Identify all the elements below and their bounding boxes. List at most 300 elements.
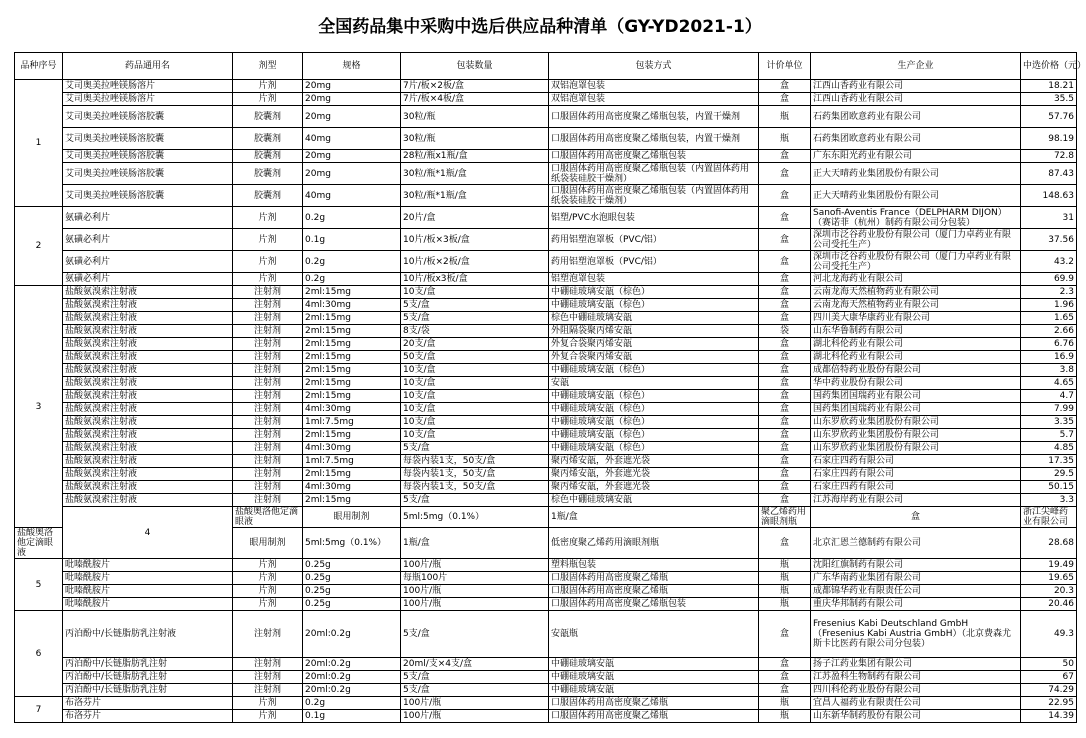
cell-qty: 7片/板×2板/盒 (401, 80, 549, 93)
cell-name: 盐酸奥洛他定滴眼液 (15, 528, 63, 559)
cell-unit: 盒 (811, 507, 1021, 528)
cell-price: 4.7 (1021, 390, 1077, 403)
cell-qty: 10片/板×3板/盒 (401, 229, 549, 251)
table-row (15, 585, 1077, 598)
cell-mfr: 江西山香药业有限公司 (811, 93, 1021, 106)
cell-pack: 中硼硅玻璃安瓿（棕色） (549, 429, 759, 442)
cell-spec: 2ml:15mg (303, 286, 401, 299)
cell-unit: 盒 (759, 442, 811, 455)
cell-qty: 7片/板×4板/盒 (401, 93, 549, 106)
cell-spec: 2ml:15mg (303, 429, 401, 442)
cell-spec: 40mg (303, 128, 401, 150)
cell-spec: 0.25g (303, 598, 401, 611)
cell-name: 艾司奥美拉唑镁肠溶胶囊 (63, 163, 233, 185)
cell-spec: 5ml:5mg（0.1%） (401, 507, 549, 528)
table-row (15, 468, 1077, 481)
cell-pack: 口服固体药用高密度聚乙烯瓶包装，内置干燥剂 (549, 128, 759, 150)
cell-price: 22.95 (1021, 697, 1077, 710)
cell-name: 吡嗪酰胺片 (63, 598, 233, 611)
cell-qty: 100片/瓶 (401, 559, 549, 572)
table-row (15, 658, 1077, 671)
cell-form: 注射剂 (233, 364, 303, 377)
cell-mfr: 深圳市泛谷药业股份有限公司（厦门力卓药业有限公司受托生产） (811, 251, 1021, 273)
table-row (15, 299, 1077, 312)
cell-name: 盐酸氨溴索注射液 (63, 494, 233, 507)
header-form: 剂型 (233, 53, 303, 80)
cell-unit: 盒 (759, 468, 811, 481)
cell-spec: 0.2g (303, 251, 401, 273)
cell-mfr: 深圳市泛谷药业股份有限公司（厦门力卓药业有限公司受托生产） (811, 229, 1021, 251)
cell-spec: 20ml:0.2g (303, 611, 401, 658)
cell-pack: 塑料瓶包装 (549, 559, 759, 572)
cell-mfr: 湖北科伦药业有限公司 (811, 351, 1021, 364)
header-unit: 计价单位 (759, 53, 811, 80)
table-row (15, 671, 1077, 684)
cell-name: 丙泊酚中/长链脂肪乳注射 (63, 684, 233, 697)
cell-pack: 中硼硅玻璃安瓿（棕色） (549, 416, 759, 429)
cell-mfr: 山东罗欣药业集团股份有限公司 (811, 442, 1021, 455)
table-row (15, 403, 1077, 416)
cell-name: 盐酸氨溴索注射液 (63, 429, 233, 442)
table-row (15, 481, 1077, 494)
cell-form: 注射剂 (233, 684, 303, 697)
cell-name: 盐酸氨溴索注射液 (63, 312, 233, 325)
cell-unit: 盒 (759, 429, 811, 442)
cell-name: 氨磺必利片 (63, 251, 233, 273)
cell-mfr: Sanofi-Aventis France（DELPHARM DIJON）（赛诺菲（杭州）制药有限公司分包装） (811, 207, 1021, 229)
cell-qty: 每袋内装1支，50支/盒 (401, 455, 549, 468)
cell-price: 49.3 (1021, 611, 1077, 658)
table-row (15, 684, 1077, 697)
cell-mfr: 成都锦华药业有限责任公司 (811, 585, 1021, 598)
cell-form: 注射剂 (233, 442, 303, 455)
cell-pack: 铝塑泡罩包装 (549, 273, 759, 286)
cell-name: 艾司奥美拉唑镁肠溶胶囊 (63, 185, 233, 207)
cell-qty: 10支/盒 (401, 364, 549, 377)
cell-pack: 口服固体药用高密度聚乙烯瓶 (549, 710, 759, 723)
cell-name: 盐酸氨溴索注射液 (63, 299, 233, 312)
cell-spec: 0.2g (303, 697, 401, 710)
cell-pack: 中硼硅玻璃安瓿（棕色） (549, 442, 759, 455)
cell-unit: 盒 (759, 273, 811, 286)
cell-name: 布洛芬片 (63, 710, 233, 723)
cell-name: 盐酸氨溴索注射液 (63, 377, 233, 390)
cell-form: 胶囊剂 (233, 128, 303, 150)
cell-name: 盐酸氨溴索注射液 (63, 403, 233, 416)
cell-form: 注射剂 (233, 390, 303, 403)
cell-spec: 20mg (303, 93, 401, 106)
cell-pack: 中硼硅玻璃安瓿（棕色） (549, 299, 759, 312)
cell-form: 片剂 (233, 93, 303, 106)
cell-spec: 0.1g (303, 229, 401, 251)
cell-name: 氨磺必利片 (63, 273, 233, 286)
cell-spec: 2ml:15mg (303, 325, 401, 338)
cell-unit: 盒 (759, 150, 811, 163)
cell-price: 148.63 (1021, 185, 1077, 207)
cell-price: 14.39 (1021, 710, 1077, 723)
cell-mfr: 山东新华制药股份有限公司 (811, 710, 1021, 723)
cell-form: 片剂 (233, 559, 303, 572)
cell-name: 盐酸氨溴索注射液 (63, 351, 233, 364)
cell-spec: 20mg (303, 150, 401, 163)
table-row (15, 251, 1077, 273)
header-qty: 包装数量 (401, 53, 549, 80)
cell-price: 4.85 (1021, 442, 1077, 455)
cell-pack: 口服固体药用高密度聚乙烯瓶包装 (549, 598, 759, 611)
cell-mfr: 华中药业股份有限公司 (811, 377, 1021, 390)
cell-unit: 盒 (759, 364, 811, 377)
cell-form: 胶囊剂 (233, 185, 303, 207)
cell-pack: 中硼硅玻璃安瓿 (549, 684, 759, 697)
cell-pack: 聚丙烯安瓿，外套遮光袋 (549, 481, 759, 494)
cell-unit: 盒 (759, 338, 811, 351)
cell-price: 19.49 (1021, 559, 1077, 572)
cell-qty: 5支/盒 (401, 611, 549, 658)
cell-form: 片剂 (233, 598, 303, 611)
cell-unit: 盒 (759, 528, 811, 559)
cell-name: 盐酸氨溴索注射液 (63, 416, 233, 429)
cell-name: 氨磺必利片 (63, 229, 233, 251)
table-row (15, 163, 1077, 185)
cell-seq: 5 (15, 559, 63, 611)
cell-price: 72.8 (1021, 150, 1077, 163)
cell-qty: 100片/瓶 (401, 710, 549, 723)
cell-pack: 聚丙烯安瓿，外套遮光袋 (549, 455, 759, 468)
cell-price: 69.9 (1021, 273, 1077, 286)
cell-name: 艾司奥美拉唑镁肠溶胶囊 (63, 128, 233, 150)
cell-spec: 2ml:15mg (303, 377, 401, 390)
table-row (15, 80, 1077, 93)
cell-form: 注射剂 (233, 338, 303, 351)
cell-price: 17.35 (1021, 455, 1077, 468)
cell-name: 盐酸氨溴索注射液 (63, 325, 233, 338)
cell-spec: 2ml:15mg (303, 351, 401, 364)
table-row (15, 207, 1077, 229)
cell-spec: 20ml:0.2g (303, 671, 401, 684)
cell-pack: 口服固体药用高密度聚乙烯瓶包装 (549, 150, 759, 163)
cell-form: 注射剂 (233, 494, 303, 507)
table-row (15, 312, 1077, 325)
table-row (15, 494, 1077, 507)
cell-qty: 100片/瓶 (401, 697, 549, 710)
cell-price: 43.2 (1021, 251, 1077, 273)
cell-name: 吡嗪酰胺片 (63, 559, 233, 572)
cell-spec: 2ml:15mg (303, 312, 401, 325)
cell-mfr: 石家庄四药有限公司 (811, 468, 1021, 481)
cell-mfr: 湖北科伦药业有限公司 (811, 338, 1021, 351)
cell-unit: 盒 (759, 455, 811, 468)
cell-qty: 50支/盒 (401, 351, 549, 364)
cell-unit: 盒 (759, 416, 811, 429)
cell-spec: 2ml:15mg (303, 364, 401, 377)
cell-unit: 盒 (759, 93, 811, 106)
cell-pack: 低密度聚乙烯药用滴眼剂瓶 (549, 528, 759, 559)
cell-pack: 口服固体药用高密度聚乙烯瓶包装（内置固体药用纸袋装硅胶干燥剂） (549, 163, 759, 185)
cell-pack: 中硼硅玻璃安瓿（棕色） (549, 403, 759, 416)
table-row (15, 429, 1077, 442)
cell-pack: 外阻隔袋聚丙烯安瓿 (549, 325, 759, 338)
cell-qty: 每袋内装1支，50支/盒 (401, 481, 549, 494)
cell-form: 注射剂 (233, 286, 303, 299)
cell-seq: 4 (63, 507, 233, 559)
table-row (15, 390, 1077, 403)
cell-mfr: 四川美大康华康药业有限公司 (811, 312, 1021, 325)
cell-qty: 20支/盒 (401, 338, 549, 351)
cell-pack: 外复合袋聚丙烯安瓿 (549, 338, 759, 351)
table-row (15, 710, 1077, 723)
cell-form: 片剂 (233, 273, 303, 286)
header-seq: 品种序号 (15, 53, 63, 80)
cell-mfr: 宜昌人福药业有限责任公司 (811, 697, 1021, 710)
cell-form: 注射剂 (233, 312, 303, 325)
cell-qty: 20ml/支×4支/盒 (401, 658, 549, 671)
cell-mfr: 云南龙海天然植物药业有限公司 (811, 286, 1021, 299)
cell-form: 注射剂 (233, 403, 303, 416)
cell-qty: 5支/盒 (401, 671, 549, 684)
cell-qty: 10片/板×2板/盒 (401, 251, 549, 273)
cell-qty: 每瓶100片 (401, 572, 549, 585)
cell-price: 7.99 (1021, 403, 1077, 416)
table-row (15, 286, 1077, 299)
cell-price: 18.21 (1021, 80, 1077, 93)
cell-unit: 瓶 (759, 128, 811, 150)
cell-form: 片剂 (233, 697, 303, 710)
cell-mfr: 北京汇恩兰德制药有限公司 (811, 528, 1021, 559)
cell-pack: 双铝泡罩包装 (549, 93, 759, 106)
table-row (15, 93, 1077, 106)
cell-price: 3.35 (1021, 416, 1077, 429)
cell-spec: 0.25g (303, 559, 401, 572)
cell-spec: 0.2g (303, 207, 401, 229)
cell-form: 注射剂 (233, 468, 303, 481)
cell-price: 74.29 (1021, 684, 1077, 697)
cell-form: 片剂 (233, 585, 303, 598)
cell-mfr: 重庆华邦制药有限公司 (811, 598, 1021, 611)
table-row (15, 697, 1077, 710)
cell-spec: 4ml:30mg (303, 442, 401, 455)
cell-pack: 口服固体药用高密度聚乙烯瓶 (549, 572, 759, 585)
cell-mfr: 四川科伦药业股份有限公司 (811, 684, 1021, 697)
cell-spec: 0.25g (303, 585, 401, 598)
cell-spec: 1ml:7.5mg (303, 416, 401, 429)
cell-spec: 2ml:15mg (303, 338, 401, 351)
table-row (15, 611, 1077, 658)
cell-mfr: 石药集团欧意药业有限公司 (811, 128, 1021, 150)
cell-spec: 20mg (303, 163, 401, 185)
cell-qty: 30粒/瓶*1瓶/盒 (401, 163, 549, 185)
cell-price: 28.68 (1021, 528, 1077, 559)
cell-pack: 棕色中硼硅玻璃安瓿 (549, 312, 759, 325)
table-row (15, 273, 1077, 286)
cell-unit: 瓶 (759, 572, 811, 585)
cell-spec: 2ml:15mg (303, 390, 401, 403)
cell-mfr: 山东罗欣药业集团股份有限公司 (811, 416, 1021, 429)
cell-pack: 安瓿 (549, 377, 759, 390)
header-price: 中选价格（元） (1021, 53, 1077, 80)
cell-unit: 盒 (759, 351, 811, 364)
cell-pack: 双铝泡罩包装 (549, 80, 759, 93)
cell-qty: 5支/盒 (401, 299, 549, 312)
cell-mfr: 山东华鲁制药有限公司 (811, 325, 1021, 338)
cell-form: 片剂 (233, 80, 303, 93)
cell-price: 2.3 (1021, 286, 1077, 299)
cell-unit: 盒 (759, 494, 811, 507)
cell-form: 注射剂 (233, 611, 303, 658)
cell-mfr: 江苏海岸药业有限公司 (811, 494, 1021, 507)
cell-form: 注射剂 (233, 429, 303, 442)
cell-price: 19.65 (1021, 572, 1077, 585)
cell-unit: 瓶 (759, 697, 811, 710)
cell-form: 注射剂 (233, 416, 303, 429)
cell-mfr: 江西山香药业有限公司 (811, 80, 1021, 93)
cell-name: 艾司奥美拉唑镁肠溶胶囊 (63, 106, 233, 128)
cell-mfr: Fresenius Kabi Deutschland GmbH（Fresenius Kabi Austria GmbH）（北京费森尤斯卡比医药有限公司分包装） (811, 611, 1021, 658)
cell-spec: 0.1g (303, 710, 401, 723)
cell-qty: 5支/盒 (401, 684, 549, 697)
cell-pack: 口服固体药用高密度聚乙烯瓶包装（内置固体药用纸袋装硅胶干燥剂） (549, 185, 759, 207)
cell-qty: 30粒/瓶*1瓶/盒 (401, 185, 549, 207)
cell-pack: 外复合袋聚丙烯安瓿 (549, 351, 759, 364)
cell-price: 31 (1021, 207, 1077, 229)
cell-form: 胶囊剂 (233, 163, 303, 185)
cell-mfr: 国药集团国瑞药业有限公司 (811, 403, 1021, 416)
cell-form: 胶囊剂 (233, 106, 303, 128)
cell-name: 盐酸氨溴索注射液 (63, 455, 233, 468)
cell-name: 丙泊酚中/长链脂肪乳注射 (63, 671, 233, 684)
cell-qty: 10支/盒 (401, 429, 549, 442)
cell-pack: 中硼硅玻璃安瓿（棕色） (549, 364, 759, 377)
cell-name: 盐酸氨溴索注射液 (63, 364, 233, 377)
cell-form: 片剂 (233, 710, 303, 723)
cell-unit: 盒 (759, 251, 811, 273)
cell-name: 盐酸奥洛他定滴眼液 (233, 507, 303, 528)
cell-qty: 10支/盒 (401, 377, 549, 390)
cell-form: 片剂 (233, 207, 303, 229)
table-row (15, 416, 1077, 429)
cell-unit: 盒 (759, 80, 811, 93)
cell-qty: 1瓶/盒 (549, 507, 759, 528)
cell-price: 20.3 (1021, 585, 1077, 598)
cell-form: 注射剂 (233, 299, 303, 312)
cell-mfr: 云南龙海天然植物药业有限公司 (811, 299, 1021, 312)
cell-mfr: 国药集团国瑞药业有限公司 (811, 390, 1021, 403)
table-row (15, 455, 1077, 468)
cell-price: 35.5 (1021, 93, 1077, 106)
cell-mfr: 石家庄四药有限公司 (811, 455, 1021, 468)
table-row (15, 150, 1077, 163)
cell-price: 50 (1021, 658, 1077, 671)
cell-unit: 盒 (759, 481, 811, 494)
cell-mfr: 河北龙海药业有限公司 (811, 273, 1021, 286)
cell-qty: 1瓶/盒 (401, 528, 549, 559)
cell-unit: 盒 (759, 286, 811, 299)
table-row (15, 351, 1077, 364)
header-pack: 包装方式 (549, 53, 759, 80)
table-row (15, 507, 1077, 528)
drug-supply-table (14, 52, 1086, 723)
cell-mfr: 浙江尖峰药业有限公司 (1021, 507, 1077, 528)
cell-pack: 中硼硅玻璃安瓿（棕色） (549, 390, 759, 403)
cell-qty: 10支/盒 (401, 403, 549, 416)
cell-price: 20.46 (1021, 598, 1077, 611)
cell-name: 布洛芬片 (63, 697, 233, 710)
cell-price: 2.66 (1021, 325, 1077, 338)
cell-qty: 每袋内装1支，50支/盒 (401, 468, 549, 481)
table-row (15, 364, 1077, 377)
header-spec: 规格 (303, 53, 401, 80)
cell-unit: 瓶 (759, 585, 811, 598)
cell-spec: 2ml:15mg (303, 468, 401, 481)
cell-qty: 5支/盒 (401, 442, 549, 455)
cell-spec: 20ml:0.2g (303, 658, 401, 671)
cell-qty: 30粒/瓶 (401, 128, 549, 150)
cell-seq: 7 (15, 697, 63, 723)
cell-name: 吡嗪酰胺片 (63, 585, 233, 598)
cell-spec: 4ml:30mg (303, 403, 401, 416)
cell-name: 盐酸氨溴索注射液 (63, 390, 233, 403)
page-title: 全国药品集中采购中选后供应品种清单（GY-YD2021-1） (318, 17, 762, 37)
cell-form: 片剂 (233, 229, 303, 251)
cell-price: 29.5 (1021, 468, 1077, 481)
cell-pack: 口服固体药用高密度聚乙烯瓶 (549, 585, 759, 598)
cell-mfr: 江苏盈科生物制药有限公司 (811, 671, 1021, 684)
table-row (15, 598, 1077, 611)
cell-unit: 盒 (759, 611, 811, 658)
table-row (15, 377, 1077, 390)
cell-unit: 盒 (759, 163, 811, 185)
table-row (15, 185, 1077, 207)
cell-form: 眼用制剂 (233, 528, 303, 559)
cell-qty: 5支/盒 (401, 494, 549, 507)
cell-name: 艾司奥美拉唑镁肠溶胶囊 (63, 150, 233, 163)
cell-pack: 铝塑/PVC水泡眼包装 (549, 207, 759, 229)
cell-unit: 瓶 (759, 559, 811, 572)
cell-pack: 安瓿瓶 (549, 611, 759, 658)
table-row (15, 442, 1077, 455)
cell-name: 吡嗪酰胺片 (63, 572, 233, 585)
cell-price: 67 (1021, 671, 1077, 684)
cell-pack: 口服固体药用高密度聚乙烯瓶 (549, 697, 759, 710)
cell-name: 丙泊酚中/长链脂肪乳注射 (63, 658, 233, 671)
cell-form: 注射剂 (233, 377, 303, 390)
cell-seq: 1 (15, 80, 63, 207)
cell-unit: 盒 (759, 312, 811, 325)
table-row (15, 128, 1077, 150)
table-row (15, 106, 1077, 128)
cell-qty: 5支/盒 (401, 312, 549, 325)
cell-form: 注射剂 (233, 671, 303, 684)
header-mfr: 生产企业 (811, 53, 1021, 80)
cell-mfr: 正大天晴药业集团股份有限公司 (811, 185, 1021, 207)
cell-seq: 2 (15, 207, 63, 286)
cell-price: 87.43 (1021, 163, 1077, 185)
cell-form: 注射剂 (233, 481, 303, 494)
cell-mfr: 广东华南药业集团有限公司 (811, 572, 1021, 585)
cell-spec: 5ml:5mg（0.1%） (303, 528, 401, 559)
cell-price: 1.65 (1021, 312, 1077, 325)
cell-unit: 盒 (759, 377, 811, 390)
cell-mfr: 石家庄四药有限公司 (811, 481, 1021, 494)
cell-form: 注射剂 (233, 658, 303, 671)
cell-spec: 1ml:7.5mg (303, 455, 401, 468)
cell-name: 盐酸氨溴索注射液 (63, 468, 233, 481)
cell-price: 3.3 (1021, 494, 1077, 507)
cell-mfr: 沈阳红旗制药有限公司 (811, 559, 1021, 572)
cell-form: 注射剂 (233, 351, 303, 364)
cell-qty: 100片/瓶 (401, 598, 549, 611)
cell-spec: 0.25g (303, 572, 401, 585)
cell-mfr: 扬子江药业集团有限公司 (811, 658, 1021, 671)
